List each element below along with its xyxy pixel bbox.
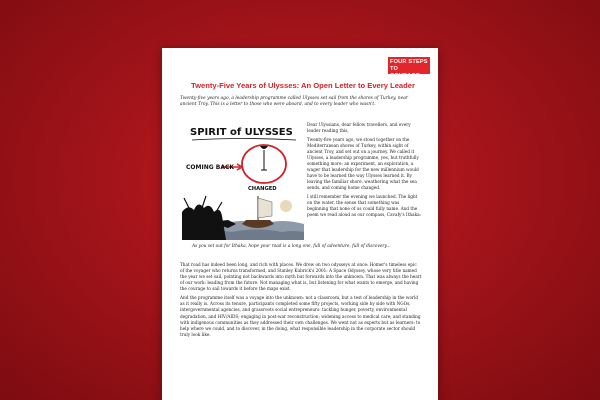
letter-column xyxy=(307,122,421,221)
document-page xyxy=(162,48,438,400)
ithaka-quote: As you set out for Ithaka, hope your road is a long one, full of adventure, full of discovery... xyxy=(192,244,391,249)
body-text xyxy=(180,262,422,341)
coming-back-label: COMING BACK xyxy=(186,164,235,171)
logo-line-1: FOUR STEPS xyxy=(390,58,428,65)
sea-scene-icon xyxy=(182,196,304,240)
intro-paragraph: Twenty-five years ago, a leadership programme called Ulysses set sail from the shores of Turkey, near ancient Troy. This is a letter to those who were aboard, and to every leader who wasn't. xyxy=(180,96,408,108)
letter-paragraph: I still remember the evening we launched. The light on the water, the sense that something was beginning that none of us could fully name. And the poem we read aloud as our compass, Cavafy's Ithaka: xyxy=(307,193,422,218)
four-steps-logo xyxy=(388,57,430,79)
page-title: Twenty-Five Years of Ulysses: An Open Letter to Every Leader xyxy=(191,81,415,90)
body-paragraph: And the programme itself was a voyage into the unknown: not a classroom, but a test of leadership in the world as it really is. Across its tenure, participants completed some fifty projects, working side by side with NGOs, intergovernmental agencies, and grassroots social entrepreneurs: tackling hunger, poverty, environmental degradation, and HIV/AIDS; engaging in post-war reconstruction; widening access to medical care; and standing with indigenous communities as they addressed their own challenges. We went not as experts but as learners: to help where we could, and to discover, in the doing, what responsible leadership in the corporate sector should truly look like. xyxy=(180,295,421,337)
wine-glass-icon xyxy=(260,146,268,170)
logo-line-2: TO COURAGE xyxy=(390,65,420,79)
changed-label: CHANGED xyxy=(248,186,277,192)
letter-paragraph: Dear Ulyssians, dear fellow travellers, and every leader reading this, xyxy=(307,122,411,134)
body-paragraph: That road has indeed been long, and rich with places. We drew on two odysseys at once: Homer's timeless epic of the voyager who returns transformed, and Stanley Kubrick's 2001: A Space Odyssey, whose very title named the year we set sail, pointing not backwards into myth but forwards into the unknown. That was always the heart of our work: leading from the future. Not managing what is, but listening for what wants to emerge, and having the courage to sail towards it before the maps exist. xyxy=(180,262,422,292)
letter-paragraph: Twenty-five years ago, we stood together on the Mediterranean shores of Turkey, within sight of ancient Troy, and set out on a journey. We called it Ulysses, a leadership programme, yes, but truthfully something more: an experiment, an exploration, a wager that leadership for the new millennium would have to be learned the way Ulysses learned it. By leaving the familiar shore, weathering what the sea sends, and coming home changed. xyxy=(307,136,419,191)
spirit-of-ulysses-illustration xyxy=(182,120,304,240)
illustration-heading: SPIRIT of ULYSSES xyxy=(190,127,293,138)
